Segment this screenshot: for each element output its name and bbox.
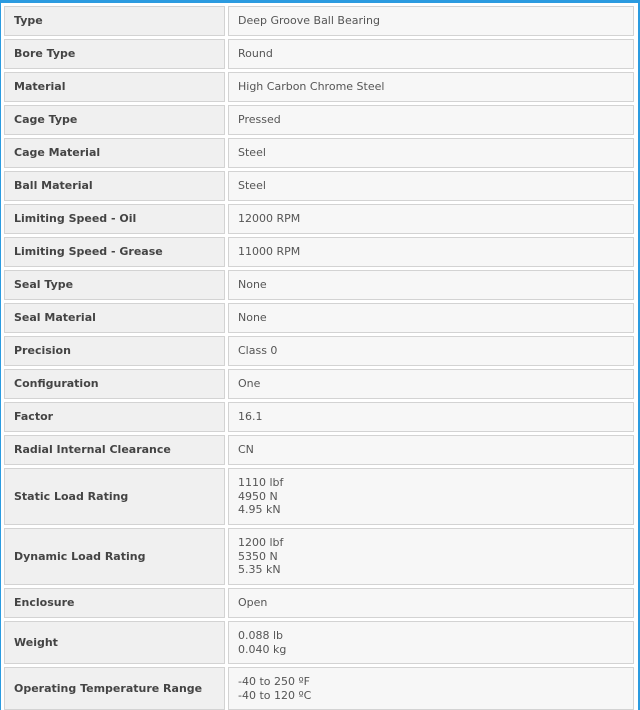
spec-label: Radial Internal Clearance xyxy=(4,435,225,465)
spec-label: Enclosure xyxy=(4,588,225,618)
spec-value-line: Pressed xyxy=(238,113,281,127)
spec-row xyxy=(4,105,634,135)
spec-value-line: Deep Groove Ball Bearing xyxy=(238,14,381,28)
spec-value-line: Round xyxy=(238,47,273,61)
spec-value-line: 11000 RPM xyxy=(238,245,301,259)
spec-value-line: 5350 N xyxy=(238,549,278,563)
spec-value xyxy=(228,588,634,618)
spec-label: Seal Material xyxy=(4,303,225,333)
specifications-table xyxy=(1,3,637,710)
spec-value-line: 12000 RPM xyxy=(238,212,301,226)
spec-value-line: 4950 N xyxy=(238,489,278,503)
spec-label: Operating Temperature Range xyxy=(4,667,225,710)
spec-row xyxy=(4,303,634,333)
spec-value-line: -40 to 250 ºF xyxy=(238,675,311,688)
spec-value-line: High Carbon Chrome Steel xyxy=(238,80,385,94)
spec-row xyxy=(4,6,634,36)
spec-value xyxy=(228,303,634,333)
spec-value-line: 16.1 xyxy=(238,410,263,424)
spec-label: Bore Type xyxy=(4,39,225,69)
spec-row xyxy=(4,138,634,168)
spec-value xyxy=(228,667,634,710)
spec-row xyxy=(4,468,634,525)
spec-label: Dynamic Load Rating xyxy=(4,528,225,585)
spec-row xyxy=(4,270,634,300)
spec-label: Limiting Speed - Grease xyxy=(4,237,225,267)
spec-label: Configuration xyxy=(4,369,225,399)
spec-value-line: CN xyxy=(238,443,254,457)
spec-value-line: 0.040 kg xyxy=(238,642,287,656)
spec-row xyxy=(4,435,634,465)
spec-value xyxy=(228,369,634,399)
spec-label: Factor xyxy=(4,402,225,432)
spec-label: Static Load Rating xyxy=(4,468,225,525)
spec-value xyxy=(228,237,634,267)
spec-row xyxy=(4,528,634,585)
spec-value xyxy=(228,468,634,525)
spec-value xyxy=(228,171,634,201)
spec-value xyxy=(228,138,634,168)
spec-value-line: 4.95 kN xyxy=(238,503,281,517)
spec-value xyxy=(228,6,634,36)
spec-label: Weight xyxy=(4,621,225,664)
spec-value xyxy=(228,435,634,465)
specifications-table-body xyxy=(4,6,634,710)
spec-row xyxy=(4,621,634,664)
spec-value xyxy=(228,270,634,300)
spec-value xyxy=(228,528,634,585)
spec-value-line: Class 0 xyxy=(238,344,278,358)
spec-row xyxy=(4,667,634,710)
spec-value xyxy=(228,621,634,664)
spec-value-line: Steel xyxy=(238,146,266,160)
spec-value-line: None xyxy=(238,311,267,325)
spec-label: Material xyxy=(4,72,225,102)
spec-value-line: Steel xyxy=(238,179,266,193)
spec-row xyxy=(4,402,634,432)
spec-label: Limiting Speed - Oil xyxy=(4,204,225,234)
spec-label: Cage Type xyxy=(4,105,225,135)
spec-value-line: None xyxy=(238,278,267,292)
spec-label: Cage Material xyxy=(4,138,225,168)
spec-value-line: 1110 lbf xyxy=(238,476,284,490)
spec-row xyxy=(4,369,634,399)
spec-label: Seal Type xyxy=(4,270,225,300)
spec-value xyxy=(228,72,634,102)
spec-value-line: 0.088 lb xyxy=(238,629,284,642)
spec-label: Type xyxy=(4,6,225,36)
spec-value xyxy=(228,402,634,432)
spec-value xyxy=(228,105,634,135)
spec-row xyxy=(4,72,634,102)
spec-row xyxy=(4,204,634,234)
spec-value xyxy=(228,204,634,234)
spec-row xyxy=(4,336,634,366)
spec-row xyxy=(4,237,634,267)
spec-row xyxy=(4,588,634,618)
spec-value-line: -40 to 120 ºC xyxy=(238,688,312,702)
spec-value-line: Open xyxy=(238,596,268,610)
spec-row xyxy=(4,39,634,69)
spec-label: Ball Material xyxy=(4,171,225,201)
spec-value xyxy=(228,39,634,69)
spec-value xyxy=(228,336,634,366)
spec-value-line: One xyxy=(238,377,261,391)
spec-value-line: 5.35 kN xyxy=(238,563,281,577)
spec-label: Precision xyxy=(4,336,225,366)
spec-value-line: 1200 lbf xyxy=(238,536,284,550)
spec-row xyxy=(4,171,634,201)
